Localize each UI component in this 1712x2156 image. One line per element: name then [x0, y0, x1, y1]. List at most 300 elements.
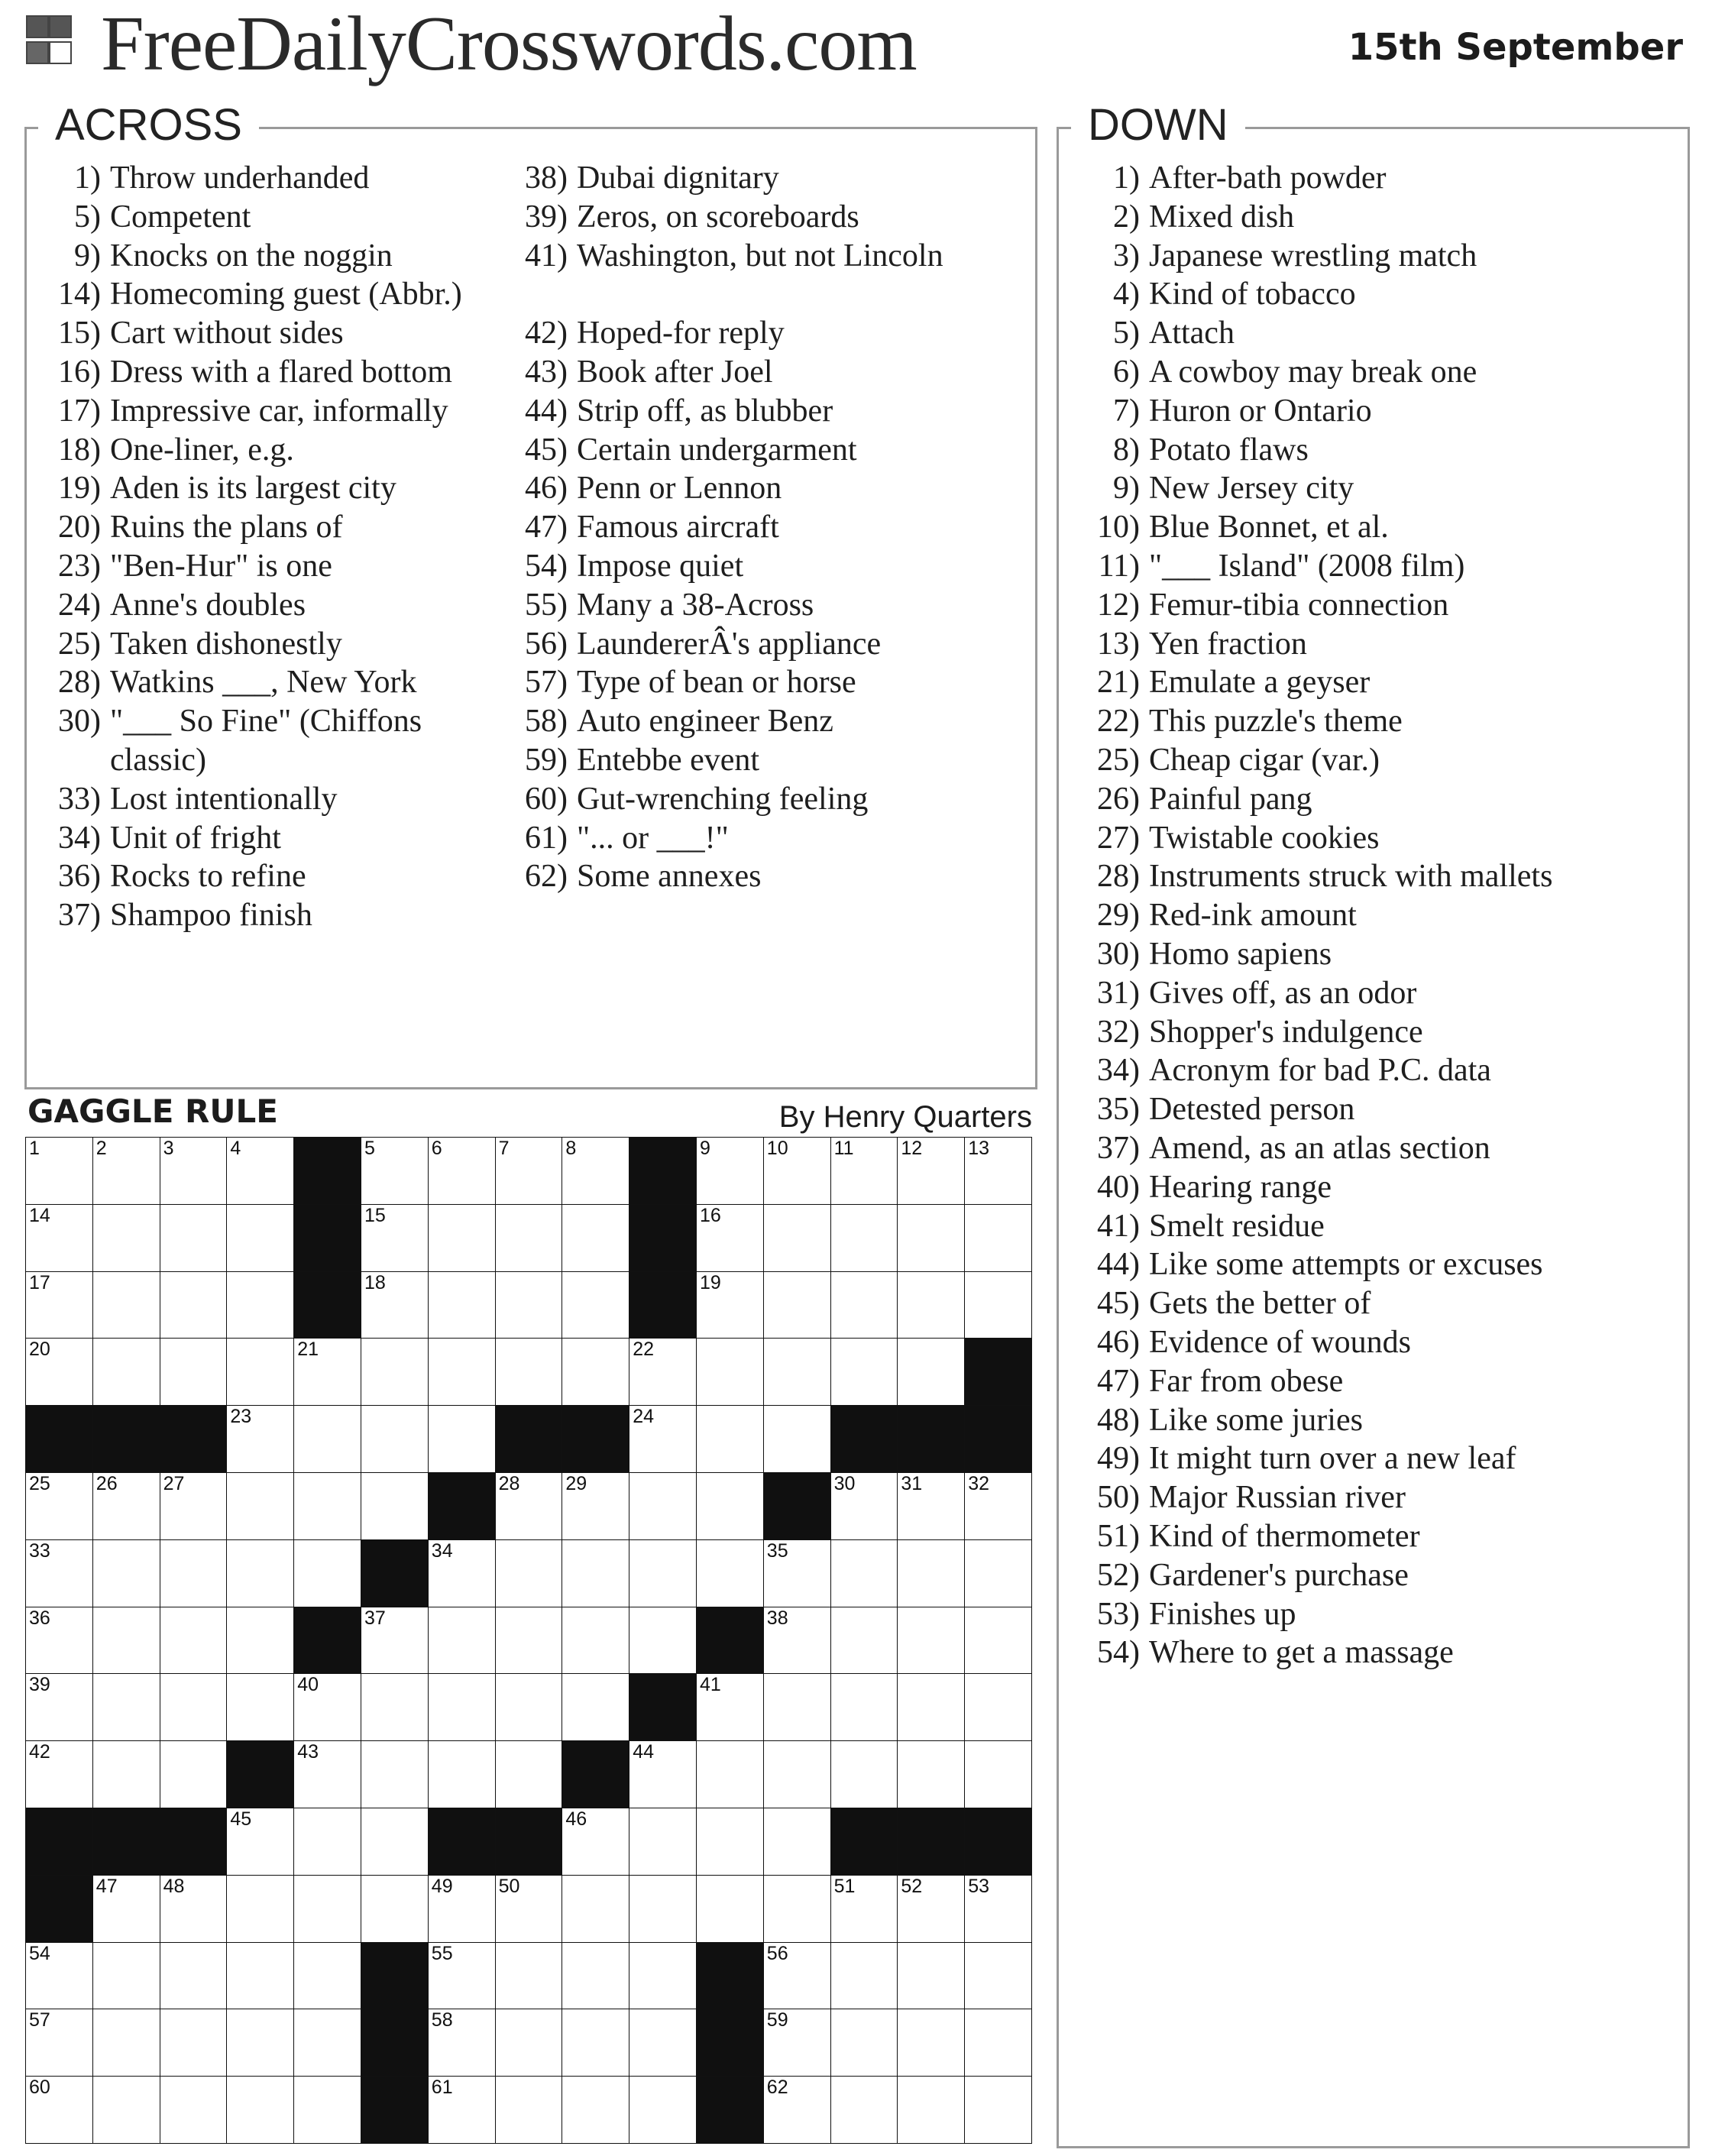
clue-number: 54) [525, 549, 568, 584]
grid-cell[interactable] [897, 1338, 965, 1406]
grid-cell[interactable] [830, 1673, 898, 1741]
grid-cell[interactable] [495, 1271, 563, 1339]
cell-number: 27 [163, 1473, 185, 1494]
grid-cell[interactable] [226, 1472, 294, 1540]
grid-cell[interactable] [763, 1204, 831, 1272]
grid-cell[interactable] [428, 1405, 496, 1473]
grid-cell[interactable] [763, 2009, 831, 2077]
grid-cell[interactable] [495, 2009, 563, 2077]
clue-text: Type of bean or horse [577, 665, 856, 701]
grid-cell[interactable] [293, 1472, 361, 1540]
grid-cell[interactable] [428, 1137, 496, 1205]
grid-cell[interactable] [696, 1472, 764, 1540]
grid-cell[interactable] [293, 1673, 361, 1741]
puzzle-date: 15th September [1348, 26, 1683, 69]
cell-number: 21 [297, 1339, 319, 1361]
grid-cell[interactable] [964, 2076, 1032, 2144]
grid-cell[interactable] [561, 1607, 629, 1675]
down-clue [1070, 314, 1681, 353]
down-clue [1070, 1013, 1681, 1052]
clue-number: 47) [1097, 1363, 1140, 1399]
down-clue [1070, 1284, 1681, 1323]
grid-cell-blocked [763, 1472, 831, 1540]
grid-cell[interactable] [763, 1539, 831, 1607]
clue-number: 29) [1097, 898, 1140, 934]
grid-cell[interactable] [964, 1942, 1032, 2010]
grid-cell[interactable] [495, 1472, 563, 1540]
grid-cell[interactable] [160, 1875, 228, 1943]
cell-number: 16 [700, 1204, 721, 1226]
grid-cell[interactable] [629, 2076, 697, 2144]
grid-cell[interactable] [428, 1942, 496, 2010]
grid-cell[interactable] [25, 2009, 93, 2077]
grid-cell-blocked [495, 1405, 563, 1473]
cell-number: 7 [498, 1138, 510, 1159]
down-clue [1070, 896, 1681, 935]
grid-cell[interactable] [160, 1204, 228, 1272]
grid-cell[interactable] [25, 1673, 93, 1741]
grid-cell[interactable] [897, 1875, 965, 1943]
grid-cell[interactable] [763, 1808, 831, 1876]
grid-cell[interactable] [763, 1137, 831, 1205]
grid-cell[interactable] [160, 1271, 228, 1339]
grid-cell[interactable] [696, 1875, 764, 1943]
grid-cell[interactable] [226, 1204, 294, 1272]
grid-cell[interactable] [830, 1942, 898, 2010]
clue-number: 12) [1097, 587, 1140, 623]
grid-cell-blocked [561, 1740, 629, 1808]
clue-text: Kind of tobacco [1149, 277, 1356, 312]
clue-text: Far from obese [1149, 1363, 1344, 1399]
grid-cell[interactable] [830, 1338, 898, 1406]
clue-number: 16) [58, 354, 101, 390]
grid-cell[interactable] [696, 1405, 764, 1473]
grid-cell[interactable] [830, 1607, 898, 1675]
grid-cell[interactable] [428, 2076, 496, 2144]
clue-number: 36) [58, 859, 101, 895]
grid-cell[interactable] [226, 1673, 294, 1741]
clue-text: Dress with a flared bottom [110, 354, 452, 390]
grid-cell[interactable] [25, 1942, 93, 2010]
grid-cell[interactable] [495, 1673, 563, 1741]
grid-cell[interactable] [629, 1740, 697, 1808]
clue-number: 51) [1097, 1519, 1140, 1554]
grid-cell[interactable] [696, 1740, 764, 1808]
clue-text: Kind of thermometer [1149, 1519, 1420, 1554]
grid-cell[interactable] [160, 2009, 228, 2077]
grid-cell[interactable] [92, 1137, 160, 1205]
down-clue [1070, 741, 1681, 780]
cell-number: 47 [95, 1875, 118, 1897]
down-clue [1070, 935, 1681, 974]
grid-cell[interactable] [428, 1673, 496, 1741]
grid-cell[interactable] [361, 1740, 429, 1808]
cell-number: 46 [565, 1808, 587, 1830]
clue-number: 40) [1097, 1169, 1140, 1205]
grid-cell[interactable] [897, 1607, 965, 1675]
grid-cell[interactable] [361, 1673, 429, 1741]
grid-cell[interactable] [696, 1338, 764, 1406]
clue-text: Amend, as an atlas section [1149, 1131, 1490, 1166]
grid-cell[interactable] [495, 1338, 563, 1406]
across-clue [489, 819, 1024, 858]
grid-cell[interactable] [629, 1338, 697, 1406]
grid-cell[interactable] [25, 1472, 93, 1540]
clue-text: It might turn over a new leaf [1149, 1441, 1516, 1477]
across-clue [31, 586, 519, 625]
grid-cell[interactable] [428, 1271, 496, 1339]
grid-cell[interactable] [561, 2076, 629, 2144]
grid-cell-blocked [696, 1607, 764, 1675]
grid-cell[interactable] [495, 1942, 563, 2010]
grid-cell[interactable] [964, 1607, 1032, 1675]
clue-number: 5) [74, 199, 101, 235]
grid-cell[interactable] [293, 1539, 361, 1607]
grid-cell[interactable] [830, 1204, 898, 1272]
grid-cell[interactable] [763, 1607, 831, 1675]
down-clue [1070, 663, 1681, 702]
down-heading: DOWN [1071, 103, 1245, 147]
grid-cell[interactable] [92, 1875, 160, 1943]
grid-cell-blocked [830, 1405, 898, 1473]
clue-number: 45) [1097, 1286, 1140, 1322]
cell-number: 59 [766, 2009, 788, 2031]
across-clue [489, 741, 1024, 780]
across-clue [489, 625, 1024, 664]
across-clue [489, 392, 1024, 431]
cell-number: 1 [29, 1138, 40, 1159]
grid-cell[interactable] [696, 1539, 764, 1607]
grid-cell[interactable] [897, 2076, 965, 2144]
clue-text: Gut-wrenching feeling [577, 781, 869, 817]
cell-number: 10 [766, 1138, 788, 1159]
grid-cell[interactable] [92, 2009, 160, 2077]
grid-cell[interactable] [964, 1472, 1032, 1540]
grid-cell[interactable] [830, 1137, 898, 1205]
grid-cell[interactable] [629, 1942, 697, 2010]
grid-cell[interactable] [428, 1607, 496, 1675]
grid-cell[interactable] [226, 2076, 294, 2144]
down-clue [1070, 1129, 1681, 1168]
grid-cell[interactable] [763, 1740, 831, 1808]
grid-cell[interactable] [92, 1942, 160, 2010]
clue-number: 15) [58, 316, 101, 351]
cell-number: 55 [431, 1942, 453, 1964]
grid-cell[interactable] [763, 1942, 831, 2010]
grid-cell[interactable] [495, 1137, 563, 1205]
grid-cell-blocked [361, 2009, 429, 2077]
clue-number: 18) [58, 432, 101, 468]
grid-cell[interactable] [964, 1204, 1032, 1272]
grid-cell[interactable] [361, 1472, 429, 1540]
grid-cell[interactable] [830, 1472, 898, 1540]
clue-text: Auto engineer Benz [577, 704, 833, 740]
down-clue [1070, 1090, 1681, 1129]
grid-cell[interactable] [428, 1740, 496, 1808]
down-clue [1070, 819, 1681, 858]
grid-cell[interactable] [561, 1137, 629, 1205]
grid-cell[interactable] [561, 1472, 629, 1540]
across-clue [31, 702, 519, 780]
grid-cell[interactable] [830, 2009, 898, 2077]
clue-text: Competent [110, 199, 251, 235]
grid-cell-blocked [361, 1942, 429, 2010]
clue-number: 33) [58, 781, 101, 817]
grid-cell[interactable] [25, 1271, 93, 1339]
down-clue [1070, 275, 1681, 314]
grid-cell[interactable] [964, 1673, 1032, 1741]
cell-number: 2 [95, 1138, 107, 1159]
grid-cell[interactable] [361, 1875, 429, 1943]
grid-cell[interactable] [293, 1405, 361, 1473]
across-clue [489, 702, 1024, 741]
grid-cell[interactable] [226, 1607, 294, 1675]
grid-cell[interactable] [226, 1137, 294, 1205]
grid-cell[interactable] [92, 1539, 160, 1607]
grid-cell[interactable] [561, 1875, 629, 1943]
grid-cell[interactable] [160, 1740, 228, 1808]
grid-cell[interactable] [160, 1942, 228, 2010]
grid-cell[interactable] [428, 1204, 496, 1272]
clue-number: 37) [58, 898, 101, 934]
grid-cell[interactable] [561, 1942, 629, 2010]
grid-cell[interactable] [361, 1271, 429, 1339]
clue-number: 53) [1097, 1596, 1140, 1632]
down-clue [1070, 974, 1681, 1013]
clue-number: 14) [58, 277, 101, 312]
grid-cell[interactable] [226, 1539, 294, 1607]
grid-cell[interactable] [226, 1338, 294, 1406]
grid-cell[interactable] [495, 2076, 563, 2144]
grid-cell[interactable] [763, 2076, 831, 2144]
grid-cell[interactable] [561, 1338, 629, 1406]
grid-cell[interactable] [25, 1204, 93, 1272]
grid-cell[interactable] [495, 1875, 563, 1943]
grid-cell[interactable] [964, 1740, 1032, 1808]
grid-cell[interactable] [428, 1338, 496, 1406]
grid-cell[interactable] [226, 1942, 294, 2010]
grid-cell[interactable] [92, 2076, 160, 2144]
cell-number: 5 [364, 1138, 375, 1159]
grid-cell[interactable] [830, 1271, 898, 1339]
across-clue [31, 547, 519, 586]
grid-cell-blocked [897, 1405, 965, 1473]
clue-number: 56) [525, 626, 568, 662]
cell-number: 44 [633, 1741, 654, 1763]
grid-cell[interactable] [226, 1405, 294, 1473]
grid-cell[interactable] [293, 2076, 361, 2144]
grid-cell[interactable] [897, 2009, 965, 2077]
clue-text: Shampoo finish [110, 898, 312, 934]
cell-number: 36 [29, 1607, 50, 1629]
grid-cell[interactable] [629, 1808, 697, 1876]
grid-cell[interactable] [561, 1539, 629, 1607]
clue-number: 10) [1097, 510, 1140, 545]
grid-cell[interactable] [629, 1472, 697, 1540]
grid-cell[interactable] [964, 1539, 1032, 1607]
grid-cell[interactable] [361, 1607, 429, 1675]
grid-cell[interactable] [561, 1808, 629, 1876]
grid-cell[interactable] [160, 1338, 228, 1406]
grid-cell[interactable] [25, 1137, 93, 1205]
grid-cell[interactable] [25, 1740, 93, 1808]
grid-cell[interactable] [160, 1137, 228, 1205]
clue-text: One-liner, e.g. [110, 432, 294, 468]
grid-cell[interactable] [92, 1204, 160, 1272]
clue-text: Strip off, as blubber [577, 393, 833, 429]
down-clue [1070, 1401, 1681, 1440]
grid-cell[interactable] [92, 1607, 160, 1675]
grid-cell-blocked [293, 1607, 361, 1675]
grid-cell[interactable] [763, 1875, 831, 1943]
grid-cell[interactable] [25, 1607, 93, 1675]
grid-cell[interactable] [92, 1338, 160, 1406]
grid-cell[interactable] [361, 1204, 429, 1272]
grid-cell[interactable] [629, 2009, 697, 2077]
across-clue [489, 586, 1024, 625]
grid-cell[interactable] [696, 1137, 764, 1205]
grid-cell[interactable] [160, 1472, 228, 1540]
cell-number: 8 [565, 1138, 577, 1159]
grid-cell[interactable] [293, 1808, 361, 1876]
grid-cell[interactable] [629, 1405, 697, 1473]
clue-text: After-bath powder [1149, 160, 1387, 196]
grid-cell[interactable] [696, 1271, 764, 1339]
clue-text: Femur-tibia connection [1149, 587, 1449, 623]
grid-cell[interactable] [428, 1875, 496, 1943]
grid-cell[interactable] [361, 1338, 429, 1406]
grid-cell[interactable] [160, 1539, 228, 1607]
grid-cell[interactable] [696, 1808, 764, 1876]
clue-text: Gives off, as an odor [1149, 975, 1417, 1011]
grid-cell[interactable] [897, 1942, 965, 2010]
grid-cell[interactable] [428, 1539, 496, 1607]
grid-cell[interactable] [293, 1875, 361, 1943]
clue-text: Smelt residue [1149, 1208, 1325, 1244]
grid-cell[interactable] [964, 1271, 1032, 1339]
clue-number: 8) [1113, 432, 1140, 468]
grid-cell[interactable] [495, 1607, 563, 1675]
grid-cell[interactable] [897, 1740, 965, 1808]
grid-cell[interactable] [293, 2009, 361, 2077]
across-clue [31, 392, 519, 431]
clue-number: 4) [1113, 277, 1140, 312]
grid-cell-blocked [629, 1137, 697, 1205]
grid-cell[interactable] [92, 1740, 160, 1808]
grid-cell[interactable] [696, 1673, 764, 1741]
grid-cell[interactable] [92, 1673, 160, 1741]
down-clue [1070, 198, 1681, 237]
grid-cell[interactable] [361, 1405, 429, 1473]
grid-cell[interactable] [897, 1472, 965, 1540]
grid-cell[interactable] [226, 1875, 294, 1943]
grid-cell[interactable] [629, 1539, 697, 1607]
grid-cell[interactable] [897, 1204, 965, 1272]
grid-cell[interactable] [160, 2076, 228, 2144]
grid-cell[interactable] [897, 1673, 965, 1741]
clue-number: 57) [525, 665, 568, 701]
grid-cell[interactable] [25, 1539, 93, 1607]
grid-cell[interactable] [897, 1137, 965, 1205]
grid-cell[interactable] [763, 1338, 831, 1406]
clue-number: 44) [1097, 1247, 1140, 1283]
grid-cell[interactable] [495, 1740, 563, 1808]
clue-number: 61) [525, 820, 568, 856]
grid-cell-blocked [428, 1472, 496, 1540]
down-clue [1070, 1595, 1681, 1634]
cell-number: 38 [766, 1607, 788, 1629]
grid-cell[interactable] [763, 1405, 831, 1473]
across-clue [31, 663, 519, 702]
grid-cell[interactable] [92, 1472, 160, 1540]
cell-number: 41 [700, 1674, 721, 1696]
grid-cell[interactable] [696, 1204, 764, 1272]
clue-text: "___ Island" (2008 film) [1149, 549, 1465, 584]
grid-cell[interactable] [561, 1271, 629, 1339]
grid-cell[interactable] [495, 1539, 563, 1607]
cell-number: 3 [163, 1138, 174, 1159]
grid-cell[interactable] [293, 1338, 361, 1406]
grid-cell[interactable] [361, 1808, 429, 1876]
grid-cell[interactable] [428, 2009, 496, 2077]
cell-number: 29 [565, 1473, 587, 1494]
clue-number: 39) [525, 199, 568, 235]
clue-text: Emulate a geyser [1149, 665, 1371, 701]
clue-text: "___ So Fine" (Chiffons classic) [110, 704, 422, 778]
grid-cell[interactable] [160, 1607, 228, 1675]
grid-cell[interactable] [964, 1137, 1032, 1205]
grid-cell[interactable] [629, 1607, 697, 1675]
grid-cell[interactable] [763, 1673, 831, 1741]
grid-cell[interactable] [293, 1740, 361, 1808]
grid-cell[interactable] [361, 1137, 429, 1205]
clue-number: 11) [1098, 549, 1140, 584]
grid-cell[interactable] [830, 1875, 898, 1943]
grid-cell[interactable] [964, 2009, 1032, 2077]
down-clue [1070, 586, 1681, 625]
cell-number: 30 [833, 1473, 856, 1494]
clue-text: Book after Joel [577, 354, 773, 390]
grid-cell[interactable] [830, 1740, 898, 1808]
grid-cell[interactable] [25, 1338, 93, 1406]
grid-cell[interactable] [25, 2076, 93, 2144]
grid-cell[interactable] [92, 1271, 160, 1339]
grid-cell[interactable] [629, 1875, 697, 1943]
clue-text: New Jersey city [1149, 471, 1354, 507]
grid-cell[interactable] [830, 2076, 898, 2144]
grid-cell[interactable] [763, 1271, 831, 1339]
grid-cell[interactable] [226, 1808, 294, 1876]
grid-cell[interactable] [160, 1673, 228, 1741]
down-clue [1070, 1633, 1681, 1672]
grid-cell[interactable] [226, 1271, 294, 1339]
grid-cell[interactable] [561, 1204, 629, 1272]
clue-number: 62) [525, 859, 568, 895]
grid-cell[interactable] [561, 2009, 629, 2077]
grid-cell-blocked [293, 1204, 361, 1272]
grid-cell[interactable] [561, 1673, 629, 1741]
grid-cell[interactable] [964, 1875, 1032, 1943]
down-clue [1070, 159, 1681, 198]
grid-cell[interactable] [495, 1204, 563, 1272]
cell-number: 12 [901, 1138, 923, 1159]
grid-cell[interactable] [830, 1539, 898, 1607]
clue-number: 9) [74, 238, 101, 274]
grid-cell[interactable] [293, 1942, 361, 2010]
grid-cell[interactable] [897, 1271, 965, 1339]
grid-cell[interactable] [226, 2009, 294, 2077]
grid-cell[interactable] [897, 1539, 965, 1607]
